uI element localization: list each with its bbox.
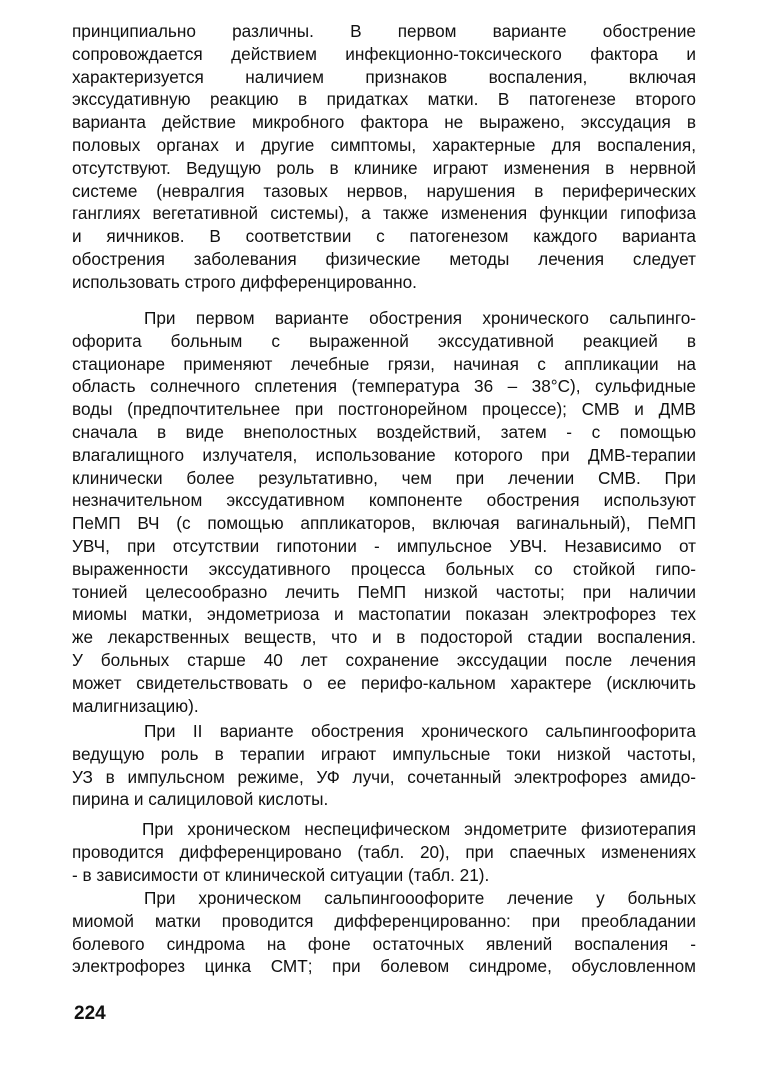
- text-line: обострения заболевания физические методы лечения следует: [72, 248, 696, 269]
- text-line: воды (предпочтительнее при постгонорейном процессе); СМВ и ДМВ: [72, 399, 696, 420]
- text-line: принципиально различны. В первом варианте обострение: [72, 21, 696, 41]
- text-line: офорита больным с выраженной экссудативной реакцией в: [72, 330, 696, 351]
- text-line: системе (невралгия тазовых нервов, нарушения в периферических: [72, 180, 696, 201]
- paragraph-3: [72, 720, 696, 811]
- text-line: экссудативную реакцию в придатках матки. В патогенезе второго: [72, 89, 696, 110]
- text-line: пирина и салициловой кислоты.: [72, 789, 329, 810]
- text-line: незначительном экссудативном компоненте обострения используют: [72, 490, 696, 511]
- text-line: сопровождается действием инфекционно-токсического фактора и: [72, 43, 696, 64]
- text-line: электрофорез цинка СМТ; при болевом синдроме, обусловленном: [72, 956, 696, 977]
- text-line: характеризуется наличием признаков воспаления, включая: [72, 66, 696, 87]
- text-line: При II варианте обострения хронического сальпингоофорита: [144, 721, 696, 741]
- text-line: использовать строго дифференцированно.: [72, 271, 417, 292]
- text-line: область солнечного сплетения (температура 36 – 38°С), сульфидные: [72, 376, 696, 397]
- text-line: При хроническом неспецифическом эндометрите физиотерапия: [142, 819, 696, 839]
- text-line: влагалищного излучателя, использование которого при ДМВ-терапии: [72, 444, 696, 465]
- text-line: миомой матки проводится дифференцированно: при преобладании: [72, 910, 696, 931]
- text-line: сначала в виде внеполостных воздействий, затем - с помощью: [72, 421, 696, 442]
- text-line: отсутствуют. Ведущую роль в клинике играют изменения в нервной: [72, 157, 696, 178]
- paragraph-4: [72, 818, 696, 886]
- text-line: стационаре применяют лечебные грязи, начиная с аппликации на: [72, 353, 696, 374]
- text-line: УВЧ, при отсутствии гипотонии - импульсное УВЧ. Независимо от: [72, 535, 696, 556]
- text-line: проводится дифференцировано (табл. 20), при спаечных изменениях: [72, 841, 696, 862]
- text-line: малигнизацию).: [72, 695, 199, 716]
- paragraph-5: [72, 887, 696, 978]
- text-line: выраженности экссудативного процесса больных со стойкой гипо-: [72, 558, 696, 579]
- text-line: УЗ в импульсном режиме, УФ лучи, сочетанный электрофорез амидо-: [72, 766, 696, 787]
- text-line: половых органах и другие симптомы, характерные для воспаления,: [72, 134, 696, 155]
- text-line: варианта действие микробного фактора не выражено, экссудация в: [72, 112, 696, 133]
- paragraph-2: [72, 307, 696, 717]
- text-line: может свидетельствовать о ее перифо-кальном характере (исключить: [72, 672, 696, 693]
- paragraph-1: [72, 20, 696, 294]
- text-line: же лекарственных веществ, что и в подосторой стадии воспаления.: [72, 627, 696, 648]
- text-line: и яичников. В соответствии с патогенезом каждого варианта: [72, 226, 696, 247]
- text-line: клинически более результативно, чем при лечении СМВ. При: [72, 467, 696, 488]
- text-line: У больных старше 40 лет сохранение экссудации после лечения: [72, 649, 696, 670]
- text-line: тонией целесообразно лечить ПеМП низкой частоты; при наличии: [72, 581, 696, 602]
- text-line: ПеМП ВЧ (с помощью аппликаторов, включая вагинальный), ПеМП: [72, 513, 696, 534]
- page-number: 224: [74, 1003, 106, 1024]
- text-line: При первом варианте обострения хронического сальпинго-: [144, 308, 696, 328]
- text-line: ганглиях вегетативной системы), а также изменения функции гипофиза: [72, 203, 696, 224]
- text-line: - в зависимости от клинической ситуации (табл. 21).: [72, 864, 490, 885]
- text-line: При хроническом сальпингооофорите лечение у больных: [144, 888, 696, 908]
- text-line: ведущую роль в терапии играют импульсные токи низкой частоты,: [72, 743, 696, 764]
- text-line: миомы матки, эндометриоза и мастопатии показан электрофорез тех: [72, 604, 696, 625]
- text-line: болевого синдрома на фоне остаточных явлений воспаления -: [72, 933, 696, 954]
